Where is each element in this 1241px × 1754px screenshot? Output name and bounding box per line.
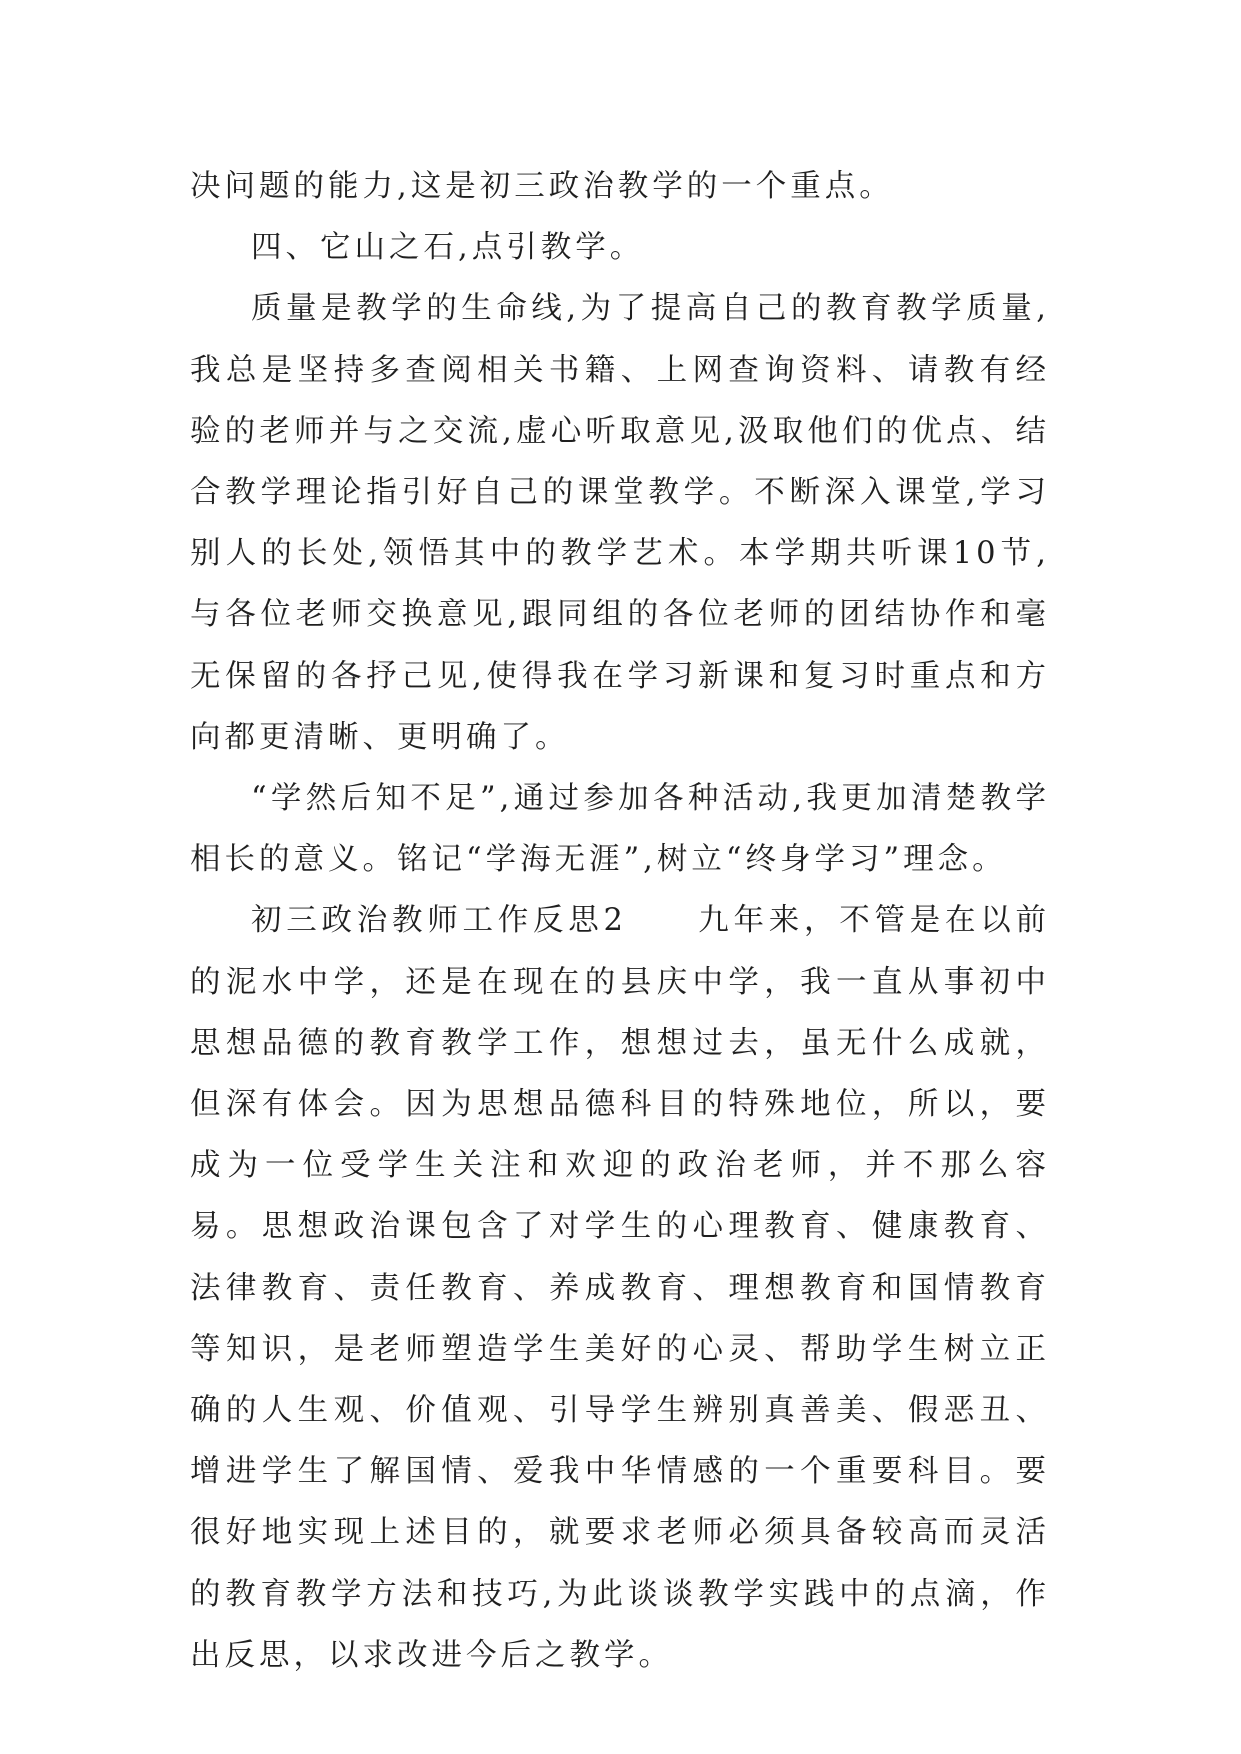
paragraph-quality: 质量是教学的生命线,为了提高自己的教育教学质量,我总是坚持多查阅相关书籍、上网查询资料、请教有经验的老师并与之交流,虚心听取意见,汲取他们的优点、结合教学理论指引好自己的课堂教学。不断深入课堂,学习别人的长处,领悟其中的教学艺术。本学期共听课10节,与各位老师交换意见,跟同组的各位老师的团结协作和毫无保留的各抒己见,使得我在学习新课和复习时重点和方向都更清晰、更明确了。 — [190, 291, 1050, 755]
paragraph-learning: “学然后知不足”,通过参加各种活动,我更加清楚教学相长的意义。铭记“学海无涯”,树立“终身学习”理念。 — [190, 781, 1050, 878]
document-body — [190, 156, 1050, 1686]
paragraph-continuation: 决问题的能力,这是初三政治教学的一个重点。 — [190, 169, 894, 204]
section-heading-four: 四、它山之石,点引教学。 — [251, 230, 645, 266]
paragraph-reflection-2: 初三政治教师工作反思2 九年来，不管是在以前的泥水中学，还是在现在的县庆中学，我一直从事初中思想品德的教育教学工作，想想过去，虽无什么成就，但深有体会。因为思想品德科目的特殊地位，所以，要成为一位受学生关注和欢迎的政治老师，并不那么容易。思想政治课包含了对学生的心理教育、健康教育、法律教育、责任教育、养成教育、理想教育和国情教育等知识，是老师塑造学生美好的心灵、帮助学生树立正确的人生观、价值观、引导学生辨别真善美、假恶丑、增进学生了解国情、爱我中华情感的一个重要科目。要很好地实现上述目的，就要求老师必须具备较高而灵活的教育教学方法和技巧,为此谈谈教学实践中的点滴，作出反思，以求改进今后之教学。 — [190, 903, 1050, 1673]
